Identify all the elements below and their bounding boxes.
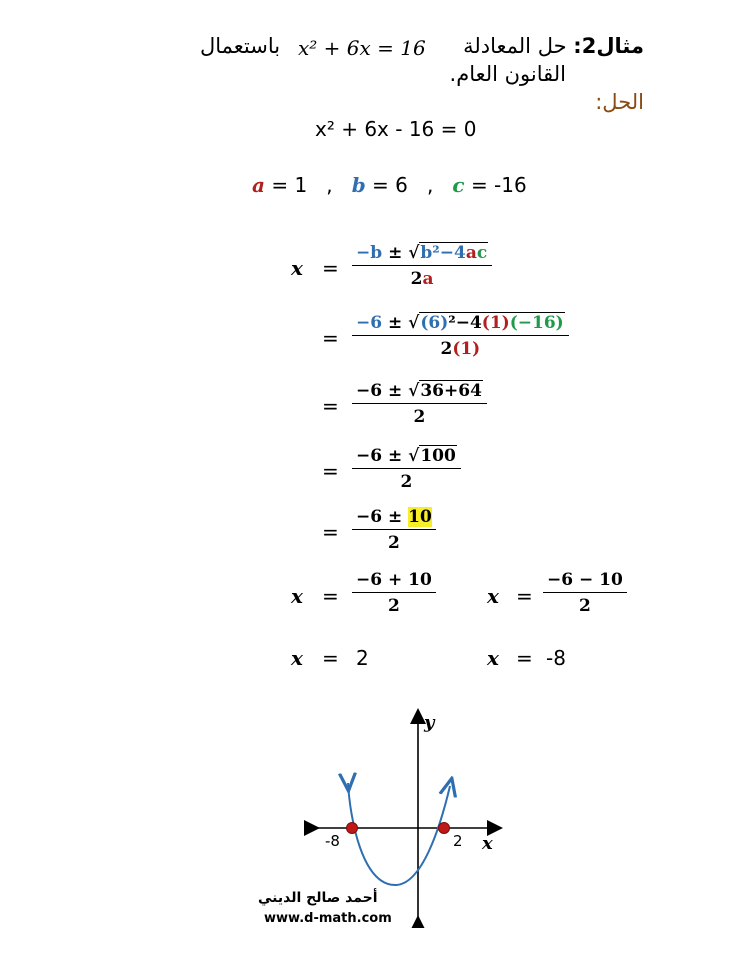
fraction-5-denominator: 2	[388, 533, 400, 553]
fraction-5-numerator: −6 ± 10	[352, 507, 436, 530]
step6-x-right: x	[487, 584, 499, 608]
fraction-5	[352, 507, 436, 553]
result-value-right: -8	[546, 646, 566, 670]
step6-equals-right: =	[516, 584, 533, 608]
fraction-2-numerator: −6 ± √(6)²−4(1)(−16)	[352, 313, 569, 336]
fraction-7-denominator: 2	[578, 596, 591, 616]
coef-b-value: = 6	[372, 173, 408, 197]
root-point-left	[347, 823, 358, 834]
step1-x: x	[291, 256, 303, 280]
step1-equals: =	[322, 256, 339, 280]
y-axis-label: y	[424, 712, 435, 733]
fraction-4	[352, 446, 461, 492]
tick-label-right: 2	[453, 832, 463, 850]
x-axis-label: x	[482, 833, 493, 854]
standard-form: x² + 6x - 16 = 0	[315, 117, 477, 141]
fraction-4-denominator: 2	[400, 472, 413, 492]
coefficients	[252, 173, 527, 197]
step5-equals: =	[322, 520, 339, 544]
tick-label-left: -8	[325, 832, 340, 850]
coef-c-value: = -16	[470, 173, 527, 197]
fraction-6-denominator: 2	[387, 596, 400, 616]
step4-equals: =	[322, 459, 339, 483]
parabola-curve	[348, 783, 450, 885]
fraction-3-denominator: 2	[413, 407, 426, 427]
fraction-7	[543, 570, 627, 616]
example-equation: x² + 6x = 16	[298, 36, 426, 60]
fraction-1-denominator: 2a	[410, 269, 434, 289]
comma-2: ,	[426, 173, 434, 197]
fraction-4-numerator: −6 ± √100	[352, 446, 461, 469]
fraction-1	[352, 243, 492, 289]
fraction-3-numerator: −6 ± √36+64	[352, 381, 487, 404]
example-text-before: حل المعادلة	[463, 34, 567, 58]
fraction-3	[352, 381, 487, 427]
fraction-2	[352, 313, 569, 359]
fraction-1-numerator: −b ± √b²−4ac	[352, 243, 492, 266]
fraction-6-numerator: −6 + 10	[352, 570, 436, 593]
result-x-left: x	[291, 646, 303, 670]
coef-b-label: b	[351, 173, 366, 197]
comma-1: ,	[326, 173, 333, 197]
step2-equals: =	[322, 326, 339, 350]
coef-a-label: a	[252, 173, 265, 197]
result-equals-left: =	[322, 646, 339, 670]
fraction-6	[352, 570, 436, 616]
author-name: أحمد صالح الديني	[258, 890, 378, 906]
example-text-after: باستعمال	[200, 34, 281, 58]
example-heading	[463, 34, 644, 58]
result-equals-right: =	[516, 646, 533, 670]
result-x-right: x	[487, 646, 499, 670]
step3-equals: =	[322, 394, 339, 418]
root-point-right	[439, 823, 450, 834]
website-link[interactable]: www.d-math.com	[264, 911, 392, 926]
highlighted-ten: 10	[408, 507, 432, 527]
coef-c-label: c	[452, 173, 465, 197]
fraction-2-denominator: 2(1)	[440, 339, 481, 359]
example-line2: القانون العام.	[449, 62, 566, 86]
result-value-left: 2	[356, 646, 369, 670]
step6-equals-left: =	[322, 584, 339, 608]
step6-x-left: x	[291, 584, 303, 608]
solution-label: الحل:	[595, 90, 644, 114]
example-label: مثال2:	[573, 34, 644, 58]
coef-a-value: = 1	[271, 173, 308, 197]
fraction-7-numerator: −6 − 10	[543, 570, 627, 593]
